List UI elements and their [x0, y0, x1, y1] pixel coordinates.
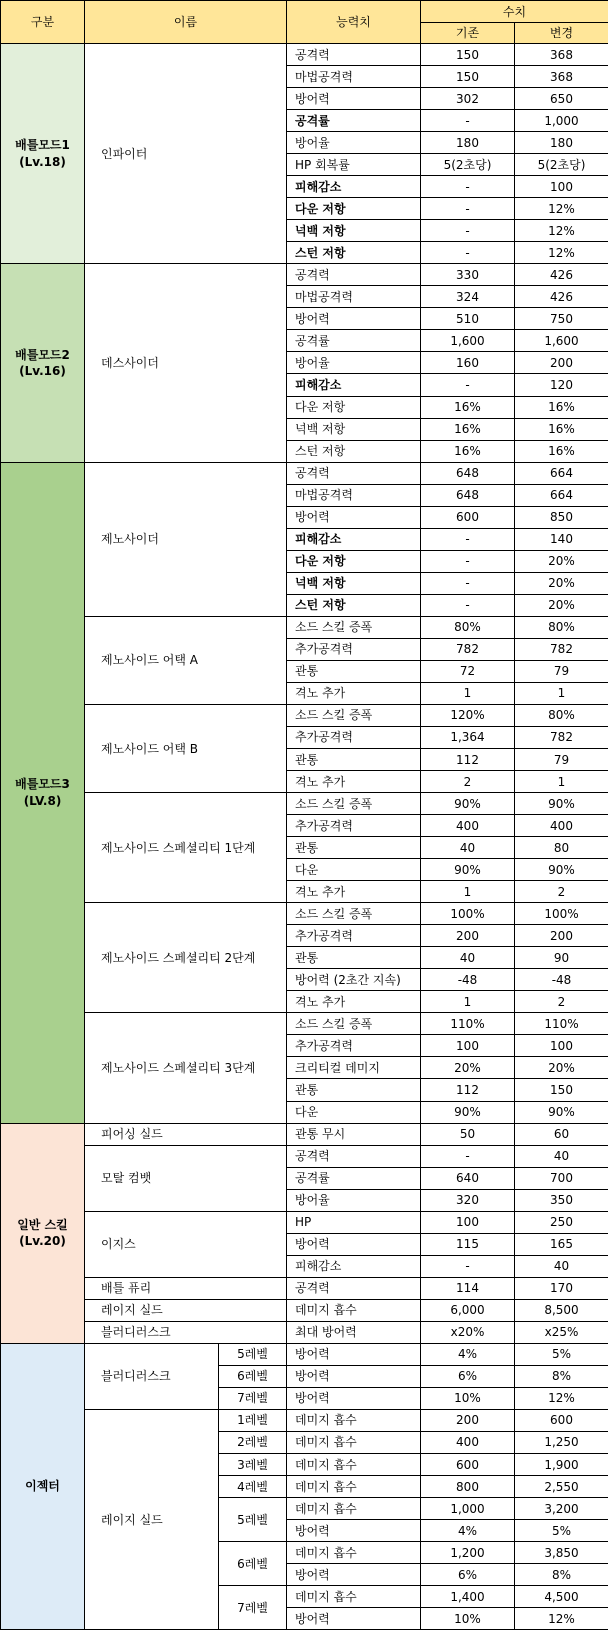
before-value: 90% [421, 793, 515, 815]
before-value: - [421, 374, 515, 396]
item-name: 제노사이드 스페셜리티 3단계 [85, 1013, 287, 1123]
stat-name: 데미지 흡수 [287, 1498, 421, 1520]
after-value: 250 [515, 1211, 608, 1233]
after-value: 5(2초당) [515, 154, 608, 176]
after-value: 700 [515, 1167, 608, 1189]
table-body [1, 44, 608, 1630]
before-value: 160 [421, 352, 515, 374]
item-name: 블러디러스크 [85, 1321, 287, 1343]
before-value: 6% [421, 1564, 515, 1586]
before-value: 16% [421, 418, 515, 440]
before-value: 120% [421, 704, 515, 726]
stat-name: 방어력 [287, 1365, 421, 1387]
before-value: 20% [421, 1057, 515, 1079]
stat-name: 추가공격력 [287, 1035, 421, 1057]
stat-name: 방어율 [287, 132, 421, 154]
table-row [1, 1299, 608, 1321]
level-cell: 7레벨 [219, 1586, 287, 1630]
stat-name: 방어력 [287, 1233, 421, 1255]
before-value: x20% [421, 1321, 515, 1343]
before-value: 400 [421, 815, 515, 837]
stat-name: 관통 [287, 837, 421, 859]
header-value: 수치 [421, 1, 608, 23]
level-cell: 4레벨 [219, 1476, 287, 1498]
stat-name: 방어력 [287, 1343, 421, 1365]
stat-name: 피해감소 [287, 374, 421, 396]
after-value: 40 [515, 1145, 608, 1167]
before-value: - [421, 1255, 515, 1277]
before-value: 600 [421, 1454, 515, 1476]
before-value: 648 [421, 462, 515, 484]
stat-name: 넉백 저항 [287, 418, 421, 440]
stat-name: 공격력 [287, 1277, 421, 1299]
before-value: 6% [421, 1365, 515, 1387]
before-value: 16% [421, 396, 515, 418]
level-cell: 5레벨 [219, 1498, 287, 1542]
before-value: 1 [421, 682, 515, 704]
item-name: 제노사이드 어택 B [85, 704, 287, 792]
stat-name: 공격력 [287, 44, 421, 66]
after-value: 2 [515, 991, 608, 1013]
item-name: 이지스 [85, 1211, 287, 1277]
before-value: 4% [421, 1343, 515, 1365]
before-value: 150 [421, 44, 515, 66]
before-value: 600 [421, 506, 515, 528]
table-row [1, 1013, 608, 1035]
before-value: 6,000 [421, 1299, 515, 1321]
level-cell: 2레벨 [219, 1431, 287, 1453]
before-value: 1,400 [421, 1586, 515, 1608]
stat-name: 방어력 [287, 1387, 421, 1409]
before-value: - [421, 572, 515, 594]
before-value: 10% [421, 1387, 515, 1409]
stat-name: 최대 방어력 [287, 1321, 421, 1343]
table-row [1, 1409, 608, 1431]
stat-name: 격노 추가 [287, 881, 421, 903]
before-value: - [421, 220, 515, 242]
before-value: 115 [421, 1233, 515, 1255]
before-value: 112 [421, 1079, 515, 1101]
after-value: 664 [515, 462, 608, 484]
table-row [1, 1123, 608, 1145]
stat-name: 격노 추가 [287, 991, 421, 1013]
after-value: 5% [515, 1520, 608, 1542]
stat-name: 다운 [287, 1101, 421, 1123]
item-name: 제노사이더 [85, 462, 287, 616]
item-name: 배틀 퓨리 [85, 1277, 287, 1299]
stat-name: 피해감소 [287, 528, 421, 550]
after-value: 4,500 [515, 1586, 608, 1608]
table-row [1, 1321, 608, 1343]
stat-name: 다운 [287, 859, 421, 881]
stat-name: 방어력 [287, 88, 421, 110]
level-cell: 6레벨 [219, 1542, 287, 1586]
after-value: 90 [515, 947, 608, 969]
after-value: 100 [515, 1035, 608, 1057]
after-value: 368 [515, 44, 608, 66]
after-value: 140 [515, 528, 608, 550]
stat-name: 관통 [287, 947, 421, 969]
before-value: 1,200 [421, 1542, 515, 1564]
stat-name: 피해감소 [287, 1255, 421, 1277]
header-before: 기존 [421, 23, 515, 44]
stat-name: 방어력 [287, 1608, 421, 1630]
before-value: 1,600 [421, 330, 515, 352]
stat-name: 데미지 흡수 [287, 1542, 421, 1564]
after-value: x25% [515, 1321, 608, 1343]
before-value: 100 [421, 1211, 515, 1233]
table-row [1, 44, 608, 66]
stat-name: 소드 스킬 증폭 [287, 1013, 421, 1035]
after-value: 80 [515, 837, 608, 859]
after-value: 200 [515, 925, 608, 947]
item-name: 모탈 컴뱃 [85, 1145, 287, 1211]
before-value: 90% [421, 1101, 515, 1123]
after-value: 2,550 [515, 1476, 608, 1498]
level-cell: 5레벨 [219, 1343, 287, 1365]
before-value: 90% [421, 859, 515, 881]
stat-name: 추가공격력 [287, 815, 421, 837]
before-value: 114 [421, 1277, 515, 1299]
header-after: 변경 [515, 23, 608, 44]
after-value: 8% [515, 1365, 608, 1387]
before-value: 782 [421, 638, 515, 660]
category-cell: 배틀모드2 (Lv.16) [1, 264, 85, 462]
after-value: 1 [515, 682, 608, 704]
after-value: 426 [515, 286, 608, 308]
stat-name: 소드 스킬 증폭 [287, 704, 421, 726]
stat-name: 다운 저항 [287, 550, 421, 572]
after-value: 180 [515, 132, 608, 154]
after-value: 1 [515, 771, 608, 793]
after-value: 782 [515, 726, 608, 748]
after-value: 12% [515, 220, 608, 242]
after-value: 400 [515, 815, 608, 837]
after-value: 20% [515, 1057, 608, 1079]
stat-name: 공격률 [287, 110, 421, 132]
after-value: -48 [515, 969, 608, 991]
category-cell: 이젝터 [1, 1343, 85, 1629]
before-value: 40 [421, 947, 515, 969]
before-value: 180 [421, 132, 515, 154]
item-name: 피어싱 실드 [85, 1123, 287, 1145]
item-name: 제노사이드 스페셜리티 1단계 [85, 793, 287, 903]
stat-name: 마법공격력 [287, 484, 421, 506]
level-cell: 6레벨 [219, 1365, 287, 1387]
stat-name: 관통 [287, 749, 421, 771]
before-value: 4% [421, 1520, 515, 1542]
table-row [1, 704, 608, 726]
stat-name: 데미지 흡수 [287, 1431, 421, 1453]
after-value: 150 [515, 1079, 608, 1101]
before-value: - [421, 528, 515, 550]
stat-name: 넉백 저항 [287, 572, 421, 594]
before-value: 510 [421, 308, 515, 330]
table-row [1, 1343, 608, 1365]
stat-name: 방어율 [287, 352, 421, 374]
table-row [1, 462, 608, 484]
before-value: 648 [421, 484, 515, 506]
before-value: 1 [421, 881, 515, 903]
before-value: 100 [421, 1035, 515, 1057]
after-value: 12% [515, 1387, 608, 1409]
stat-name: 마법공격력 [287, 286, 421, 308]
after-value: 368 [515, 66, 608, 88]
before-value: 1 [421, 991, 515, 1013]
after-value: 12% [515, 242, 608, 264]
after-value: 3,200 [515, 1498, 608, 1520]
before-value: - [421, 176, 515, 198]
after-value: 170 [515, 1277, 608, 1299]
before-value: 40 [421, 837, 515, 859]
before-value: 1,364 [421, 726, 515, 748]
after-value: 3,850 [515, 1542, 608, 1564]
after-value: 750 [515, 308, 608, 330]
table-row [1, 1211, 608, 1233]
stat-name: 데미지 흡수 [287, 1299, 421, 1321]
before-value: 110% [421, 1013, 515, 1035]
after-value: 200 [515, 352, 608, 374]
table-row [1, 616, 608, 638]
stat-name: 관통 무시 [287, 1123, 421, 1145]
before-value: 100% [421, 903, 515, 925]
header-stat: 능력치 [287, 1, 421, 44]
stat-name: 공격률 [287, 330, 421, 352]
after-value: 650 [515, 88, 608, 110]
after-value: 1,600 [515, 330, 608, 352]
stat-name: 격노 추가 [287, 682, 421, 704]
level-cell: 7레벨 [219, 1387, 287, 1409]
after-value: 90% [515, 859, 608, 881]
after-value: 80% [515, 616, 608, 638]
before-value: 324 [421, 286, 515, 308]
after-value: 120 [515, 374, 608, 396]
category-cell: 일반 스킬 (Lv.20) [1, 1123, 85, 1343]
before-value: - [421, 198, 515, 220]
before-value: 800 [421, 1476, 515, 1498]
table-row [1, 793, 608, 815]
stat-name: 방어력 [287, 1520, 421, 1542]
after-value: 782 [515, 638, 608, 660]
stat-name: 방어력 (2초간 지속) [287, 969, 421, 991]
before-value: 2 [421, 771, 515, 793]
stat-name: 공격력 [287, 1145, 421, 1167]
stat-name: 스턴 저항 [287, 242, 421, 264]
after-value: 100 [515, 176, 608, 198]
stat-name: HP 회복률 [287, 154, 421, 176]
after-value: 12% [515, 198, 608, 220]
stat-name: 스턴 저항 [287, 594, 421, 616]
stat-name: 방어력 [287, 308, 421, 330]
stat-name: 소드 스킬 증폭 [287, 903, 421, 925]
stat-name: 공격력 [287, 462, 421, 484]
stat-name: 공격률 [287, 1167, 421, 1189]
before-value: 10% [421, 1608, 515, 1630]
level-cell: 1레벨 [219, 1409, 287, 1431]
before-value: 80% [421, 616, 515, 638]
stat-name: 소드 스킬 증폭 [287, 793, 421, 815]
after-value: 20% [515, 550, 608, 572]
after-value: 79 [515, 660, 608, 682]
before-value: 640 [421, 1167, 515, 1189]
after-value: 20% [515, 572, 608, 594]
after-value: 40 [515, 1255, 608, 1277]
table-row [1, 264, 608, 286]
table-row [1, 1277, 608, 1299]
after-value: 2 [515, 881, 608, 903]
stat-name: 다운 저항 [287, 396, 421, 418]
stat-name: 데미지 흡수 [287, 1454, 421, 1476]
stat-name: 크리티컬 데미지 [287, 1057, 421, 1079]
header-category: 구분 [1, 1, 85, 44]
stat-name: 관통 [287, 660, 421, 682]
after-value: 350 [515, 1189, 608, 1211]
category-cell: 배틀모드1 (Lv.18) [1, 44, 85, 264]
item-name: 제노사이드 어택 A [85, 616, 287, 704]
after-value: 16% [515, 440, 608, 462]
before-value: 1,000 [421, 1498, 515, 1520]
after-value: 664 [515, 484, 608, 506]
stat-name: 스턴 저항 [287, 440, 421, 462]
item-name: 레이지 실드 [85, 1409, 219, 1629]
stat-name: 추가공격력 [287, 726, 421, 748]
after-value: 8% [515, 1564, 608, 1586]
after-value: 79 [515, 749, 608, 771]
stat-name: 격노 추가 [287, 771, 421, 793]
item-name: 제노사이드 스페셜리티 2단계 [85, 903, 287, 1013]
before-value: 200 [421, 1409, 515, 1431]
stat-name: 방어율 [287, 1189, 421, 1211]
stat-name: 추가공격력 [287, 925, 421, 947]
before-value: 330 [421, 264, 515, 286]
stat-name: 넉백 저항 [287, 220, 421, 242]
after-value: 110% [515, 1013, 608, 1035]
level-cell: 3레벨 [219, 1454, 287, 1476]
after-value: 1,250 [515, 1431, 608, 1453]
after-value: 5% [515, 1343, 608, 1365]
after-value: 12% [515, 1608, 608, 1630]
before-value: -48 [421, 969, 515, 991]
before-value: 302 [421, 88, 515, 110]
after-value: 90% [515, 1101, 608, 1123]
before-value: 72 [421, 660, 515, 682]
after-value: 60 [515, 1123, 608, 1145]
after-value: 1,900 [515, 1454, 608, 1476]
before-value: - [421, 242, 515, 264]
stat-name: 추가공격력 [287, 638, 421, 660]
after-value: 16% [515, 396, 608, 418]
item-name: 블러디러스크 [85, 1343, 219, 1409]
stat-name: 데미지 흡수 [287, 1476, 421, 1498]
stat-name: 공격력 [287, 264, 421, 286]
before-value: - [421, 110, 515, 132]
before-value: 5(2초당) [421, 154, 515, 176]
after-value: 850 [515, 506, 608, 528]
before-value: 320 [421, 1189, 515, 1211]
stat-name: 방어력 [287, 506, 421, 528]
item-name: 인파이터 [85, 44, 287, 264]
category-cell: 배틀모드3 (LV.8) [1, 462, 85, 1123]
after-value: 8,500 [515, 1299, 608, 1321]
before-value: 16% [421, 440, 515, 462]
stat-name: 관통 [287, 1079, 421, 1101]
after-value: 20% [515, 594, 608, 616]
header-name: 이름 [85, 1, 287, 44]
before-value: - [421, 1145, 515, 1167]
item-name: 레이지 실드 [85, 1299, 287, 1321]
stat-name: 피해감소 [287, 176, 421, 198]
before-value: 400 [421, 1431, 515, 1453]
before-value: 200 [421, 925, 515, 947]
after-value: 165 [515, 1233, 608, 1255]
stat-name: 다운 저항 [287, 198, 421, 220]
stat-name: 마법공격력 [287, 66, 421, 88]
stat-name: HP [287, 1211, 421, 1233]
stat-name: 데미지 흡수 [287, 1409, 421, 1431]
stat-name: 소드 스킬 증폭 [287, 616, 421, 638]
item-name: 데스사이더 [85, 264, 287, 462]
table-row [1, 1145, 608, 1167]
table-row [1, 903, 608, 925]
before-value: 150 [421, 66, 515, 88]
before-value: 50 [421, 1123, 515, 1145]
after-value: 80% [515, 704, 608, 726]
after-value: 90% [515, 793, 608, 815]
after-value: 100% [515, 903, 608, 925]
before-value: 112 [421, 749, 515, 771]
before-value: - [421, 594, 515, 616]
after-value: 600 [515, 1409, 608, 1431]
after-value: 426 [515, 264, 608, 286]
after-value: 1,000 [515, 110, 608, 132]
after-value: 16% [515, 418, 608, 440]
stat-name: 방어력 [287, 1564, 421, 1586]
stat-name: 데미지 흡수 [287, 1586, 421, 1608]
before-value: - [421, 550, 515, 572]
